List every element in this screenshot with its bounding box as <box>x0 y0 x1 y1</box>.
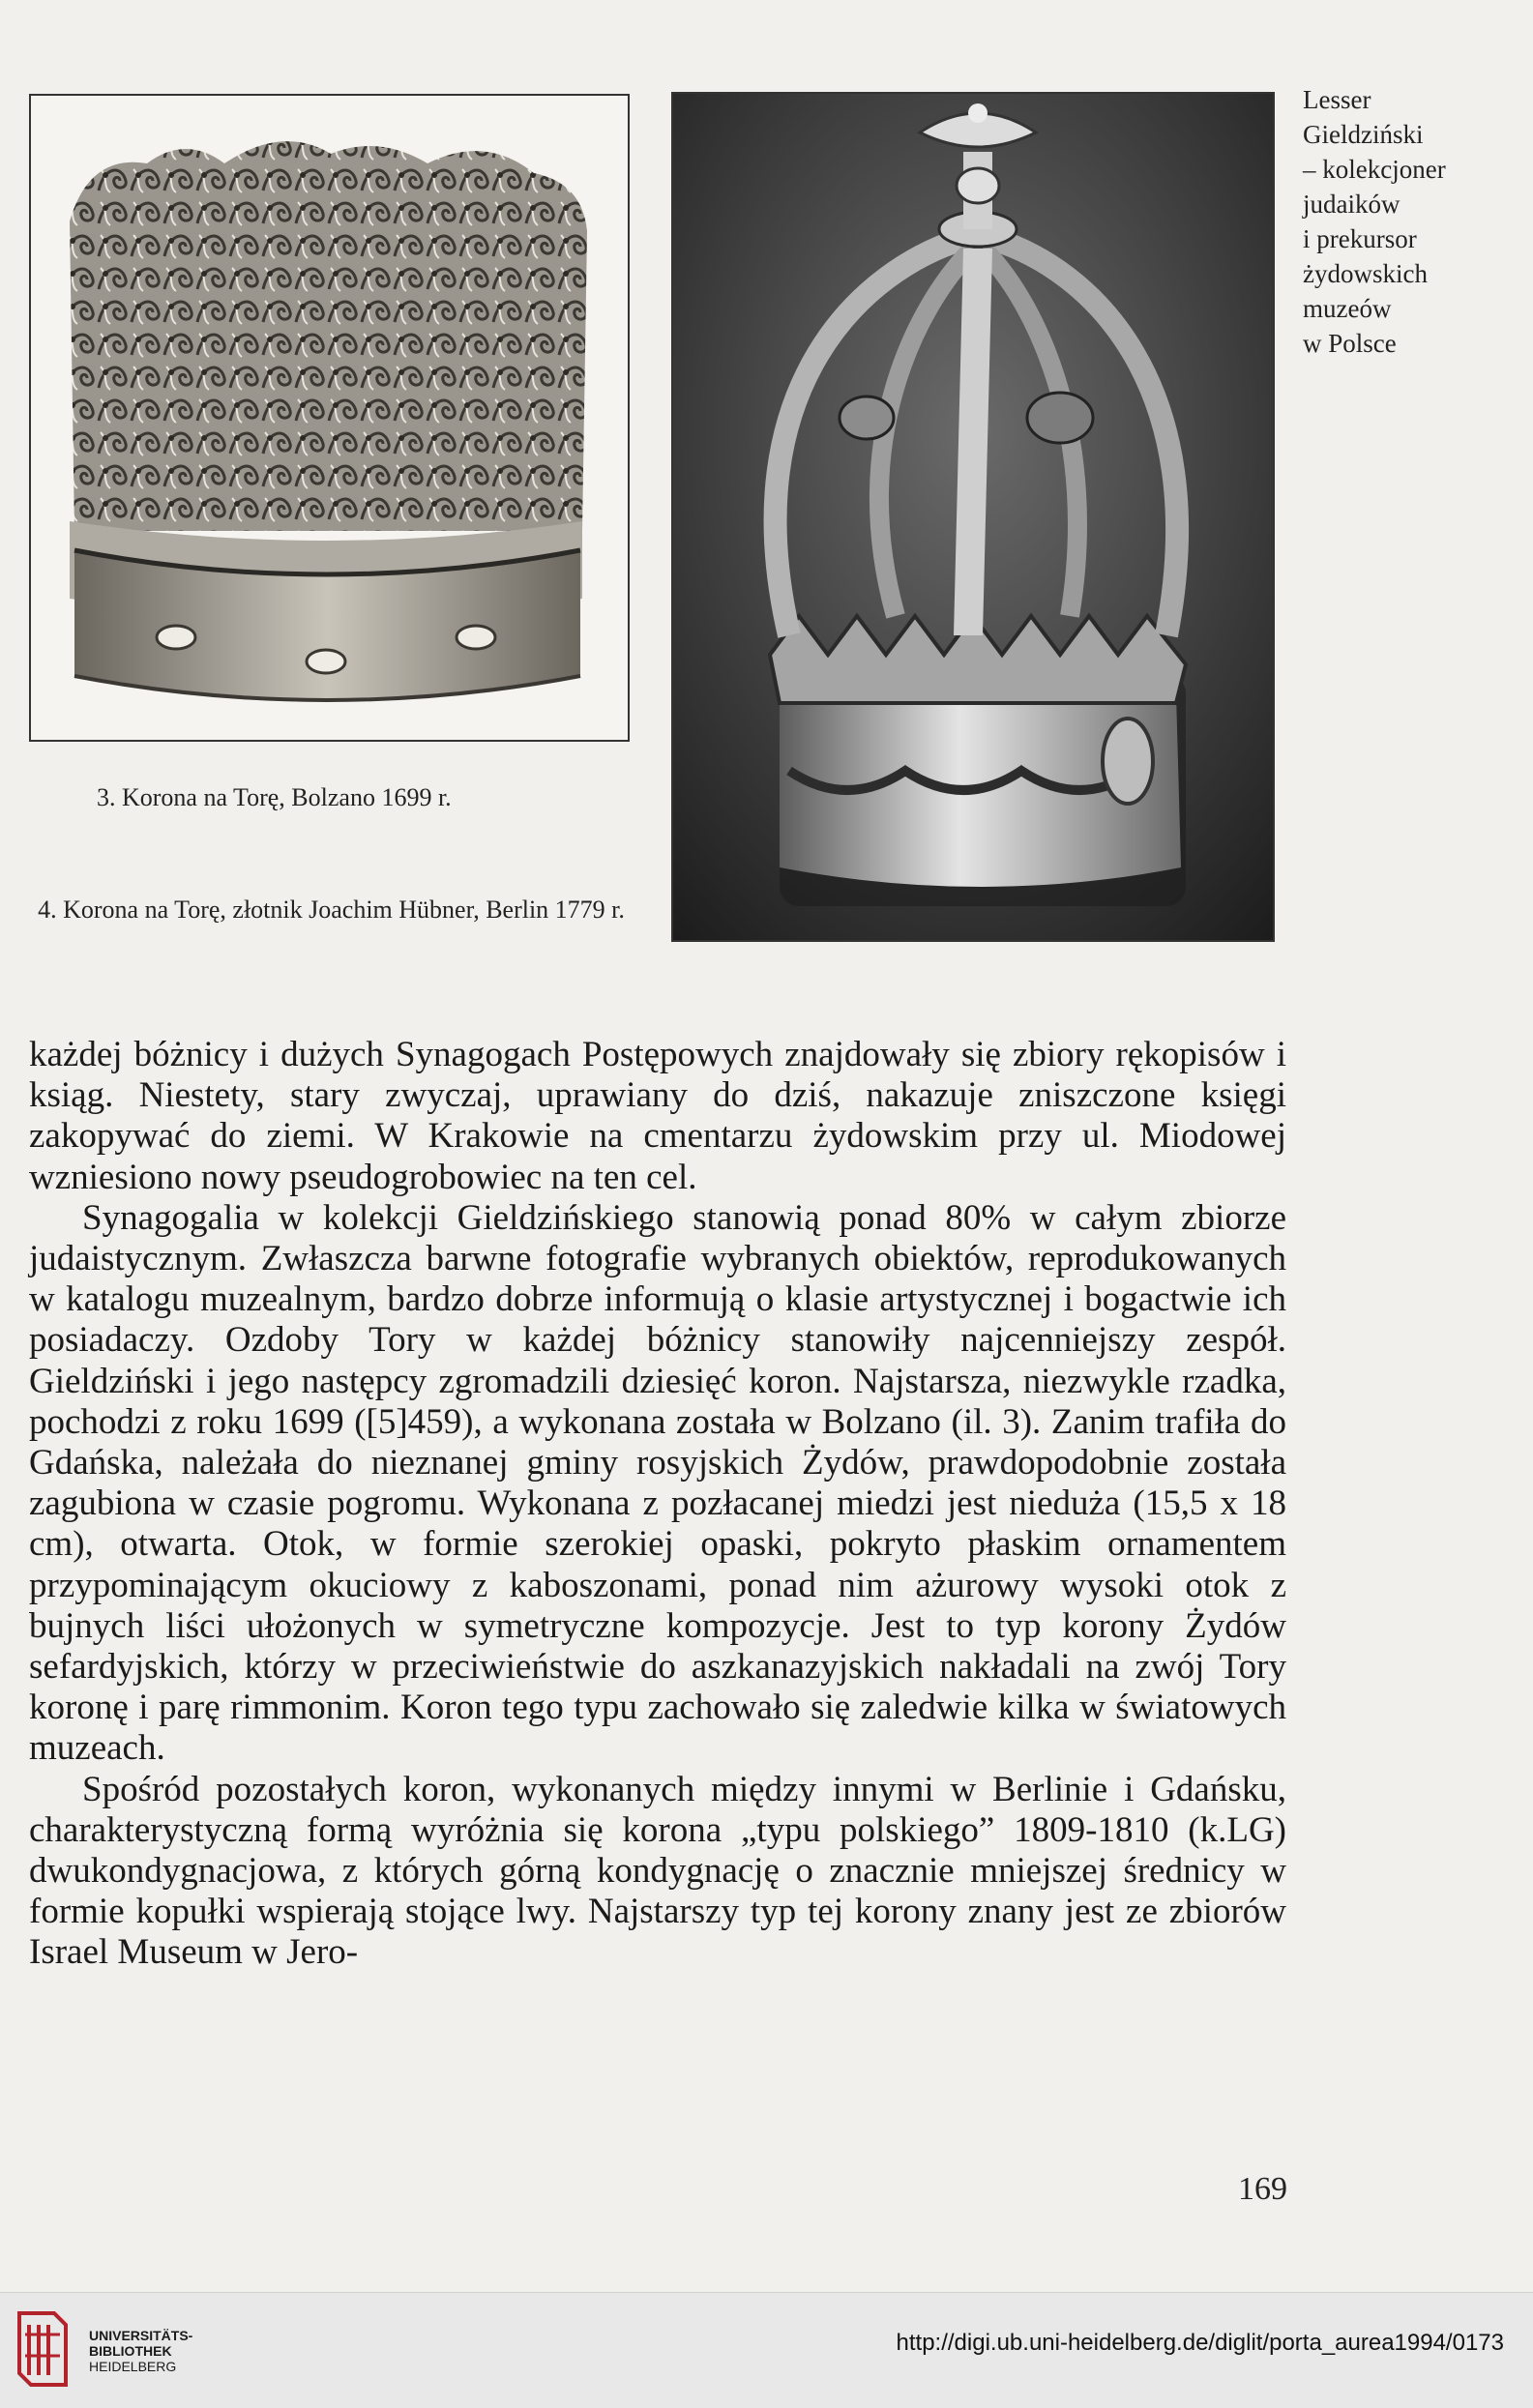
sidenote-line: muzeów <box>1303 294 1392 323</box>
body-text <box>29 1035 1286 1974</box>
library-name-line: UNIVERSITÄTS- <box>89 2328 193 2343</box>
university-library-logo-icon <box>15 2307 70 2391</box>
digitization-footer <box>0 2292 1533 2408</box>
library-name-line: HEIDELBERG <box>89 2359 177 2374</box>
marginal-running-title <box>1303 82 1506 361</box>
paragraph-2: Synagogalia w kolekcji Gieldzińskiego stanowią ponad 80% w całym zbiorze judaistycznym. Zwłaszcza barwne fotografie wybranych obiektów, reprodukowanych w katalogu muzealnym, bardzo dobrze informują o klasie artystycznej i bogactwie ich posiadaczy. Ozdoby Tory w każdej bóżnicy stanowiły najcenniejszy zespół. Gieldziński i jego następcy zgromadzili dziesięć koron. Najstarsza, niezwykle rzadka, pochodzi z roku 1699 ([5]459), a wykonana została w Bolzano (il. 3). Zanim trafiła do Gdańska, należała do nieznanej gminy rosyjskich Żydów, prawdopodobnie została zagubiona w czasie pogromu. Wykonana z pozłacanej miedzi jest nieduża (15,5 x 18 cm), otwarta. Otok, w formie szerokiej opaski, pokryto płaskim ornamentem przypominającym okuciowy z kaboszonami, ponad nim ażurowy wysoki otok z bujnych liści ułożonych w symetryczne kompozycje. Jest to typ korony Żydów sefardyjskich, którzy w przeciwieństwie do aszkanazyjskich nakładali na zwój Tory koronę i parę rimmonim. Koron tego typu zachowało się zaledwie kilka w światowych muzeach. <box>29 1197 1286 1769</box>
paragraph-1: każdej bóżnicy i dużych Synagogach Postępowych znajdowały się zbiory rękopisów i ksiąg. Niestety, stary zwyczaj, uprawiany do dziś, nakazuje zniszczone księgi zakopywać do ziemi. W Krakowie na cmentarzu żydowskim przy ul. Miodowej wzniesiono nowy pseudogrobowiec na ten cel. <box>29 1035 1286 1197</box>
sidenote-line: – kolekcjoner <box>1303 155 1446 184</box>
sidenote-line: Lesser <box>1303 85 1371 114</box>
sidenote-line: Gieldziński <box>1303 120 1424 149</box>
crown-berlin-illustration <box>673 94 1273 940</box>
sidenote-line: żydowskich <box>1303 259 1428 288</box>
sidenote-line: w Polsce <box>1303 329 1397 358</box>
paragraph-3: Spośród pozostałych koron, wykonanych między innymi w Berlinie i Gdańsku, charakterystyczną formą wyróżnia się korona „typu polskiego” 1809-1810 (k.LG) dwukondygnacjowa, z których górną kondygnację o znacznie mniejszej średnicy w formie kopułki wspierają stojące lwy. Najstarszy typ tej korony znany jest ze zbiorów Israel Museum w Jero- <box>29 1769 1286 1973</box>
figure-4-caption: 4. Korona na Torę, złotnik Joachim Hübner, Berlin 1779 r. <box>38 896 625 924</box>
library-name-line: BIBLIOTHEK <box>89 2343 172 2359</box>
permalink-url[interactable]: http://digi.ub.uni-heidelberg.de/diglit/porta_aurea1994/0173 <box>896 2330 1504 2356</box>
figure-3-caption: 3. Korona na Torę, Bolzano 1699 r. <box>97 783 452 811</box>
sidenote-line: i prekursor <box>1303 224 1417 253</box>
figure-3-crown-bolzano-photo <box>29 94 630 742</box>
figure-4-crown-berlin-photo <box>671 92 1275 942</box>
sidenote-line: judaików <box>1303 190 1400 219</box>
page-number: 169 <box>1238 2171 1287 2207</box>
library-name <box>89 2328 192 2374</box>
crown-bolzano-illustration <box>31 96 628 740</box>
